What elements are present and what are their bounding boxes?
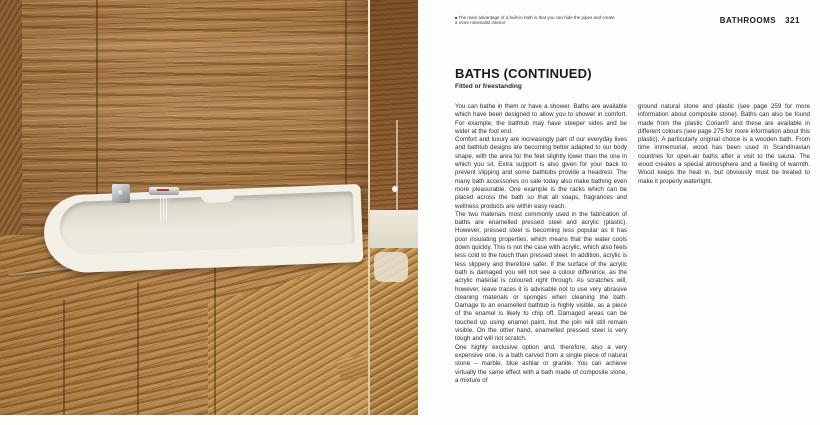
faucet-accent (157, 189, 169, 191)
mirror-panel (368, 0, 418, 415)
paragraph: The two materials most commonly used in the fabrication of baths are enamelled pressed steel and acrylic (plastic). However, pressed steel is becoming less popular as it has poor insulating properties, which means that the water cools down quickly. This is not the case with acrylic, which also feels less cold to the touch than pressed steel. In addition, acrylic is less slippery and therefore safer. If the surface of the acrylic bath is damaged you will not see a colour difference, as the acrylic material is coloured right through. As scratches will, however, leave traces it is advisable not to use very abrasive cleaning materials or sponges when cleaning the bath. Damage to an enamelled bathtub is highly visible, as a piece of the enamel is likely to chip off. Damaged areas can be touched up using enamel paint, but the join will still remain visible. On the other hand, enamelled pressed steel is very tough and will not scratch. (455, 210, 627, 343)
article-body (455, 103, 810, 395)
article-subheading: Fitted or freestanding (455, 83, 522, 90)
mirror-tub-reflection (368, 210, 418, 248)
bathtub-headrest (201, 191, 235, 203)
bathroom-photo (0, 0, 418, 415)
text-column-left (455, 103, 627, 395)
section-label: BATHROOMS (719, 16, 777, 25)
bathtub (43, 184, 364, 274)
paragraph: ground natural stone and plastic (see page 259 for more information about composite stone). Baths can also be found made from the plastic Corian® and these are available in different colours (see page 275 for more information about this plastic). A particularly original choice is a wooden bath. From time immemorial, wood has been used in Scandinavian countries for open-air baths after a visit to the sauna. The wood creates a special atmosphere and a feeling of warmth. Wood keeps the heat in, but obviously must be treated to make it properly watertight. (638, 103, 810, 185)
paragraph: You can bathe in them or have a shower. Baths are available which have been designed to allow you to shower in comfort. For example, the bathtub may have steeper sides and be wider at the foot end. (455, 103, 627, 135)
mirror-wood-reflection (368, 0, 418, 210)
water-stream (160, 196, 169, 220)
page-number: 321 (785, 16, 800, 25)
page-header (620, 16, 800, 25)
paragraph: One highly exclusive option and, therefore, also a very expensive one, is a bath carved from a single piece of natural stone – marble, blue ashlar or granite. You can achieve virtually the same effect with a bath made of composite stone, a mixture of (455, 343, 627, 384)
mirror-shower-rail-reflection (396, 120, 398, 210)
article-heading: BATHS (CONTINUED) (455, 66, 592, 81)
mirror-highlight (392, 186, 398, 192)
faucet-mixer-control (112, 184, 130, 203)
paragraph: Comfort and luxury are increasingly part of our everyday lives and bathtub designs are becoming better adapted to our body shape, with the area for the feet slightly lower than the one in which you sit. Extra support is also given for your back to prevent slipping and some bathtubs provide a headrest. The many bath accessories on sale today also make bathing even more pleasurable. One example is the racks which can be placed across the bath so that all soaps, fragrances and wellness products are within easy reach. (455, 136, 627, 210)
mirror-edge-highlight (368, 0, 370, 415)
mirror-tub-edge-reflection (374, 252, 408, 282)
text-column-right (638, 103, 810, 395)
faucet-knob (117, 189, 125, 197)
cabinet-seam (63, 300, 65, 415)
square-bullet-icon: ■ (455, 15, 458, 20)
faucet-spout (149, 187, 179, 195)
cabinet-seam (214, 262, 216, 415)
photo-caption-text: The main advantage of a built-in bath is that you can hide the pipes and create a more minimalist interior (455, 15, 615, 26)
cabinet-seam (137, 283, 139, 415)
photo-caption (455, 15, 615, 26)
